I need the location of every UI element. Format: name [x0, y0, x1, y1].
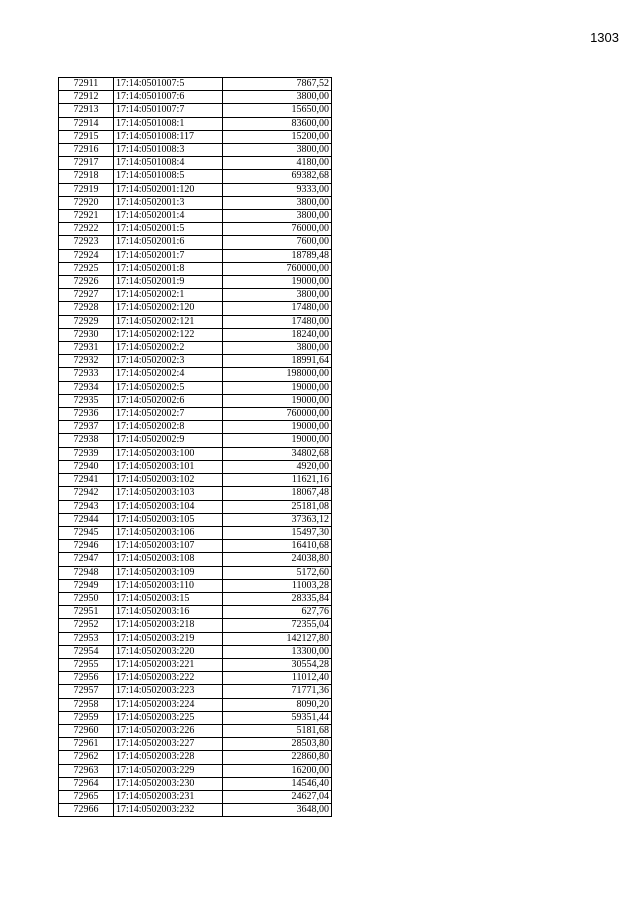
- cadastral-number-cell: 17:14:0501008:3: [114, 144, 223, 157]
- row-number-cell: 72947: [59, 553, 114, 566]
- row-number-cell: 72945: [59, 526, 114, 539]
- table-row: [59, 355, 332, 368]
- value-cell: 15200,00: [223, 130, 332, 143]
- value-cell: 13300,00: [223, 645, 332, 658]
- table-row: [59, 751, 332, 764]
- cadastral-number-cell: 17:14:0502003:16: [114, 606, 223, 619]
- value-cell: 760000,00: [223, 262, 332, 275]
- table-row: [59, 262, 332, 275]
- table-row: [59, 566, 332, 579]
- row-number-cell: 72927: [59, 289, 114, 302]
- table-row: [59, 500, 332, 513]
- value-cell: 19000,00: [223, 276, 332, 289]
- value-cell: 11003,28: [223, 579, 332, 592]
- table-row: [59, 289, 332, 302]
- cadastral-number-cell: 17:14:0501008:117: [114, 130, 223, 143]
- value-cell: 15650,00: [223, 104, 332, 117]
- value-cell: 3800,00: [223, 210, 332, 223]
- cadastral-number-cell: 17:14:0501007:5: [114, 78, 223, 91]
- row-number-cell: 72960: [59, 724, 114, 737]
- table-row: [59, 460, 332, 473]
- table-row: [59, 276, 332, 289]
- value-cell: 83600,00: [223, 117, 332, 130]
- row-number-cell: 72934: [59, 381, 114, 394]
- table-row: [59, 606, 332, 619]
- table-row: [59, 328, 332, 341]
- value-cell: 7600,00: [223, 236, 332, 249]
- table-row: [59, 579, 332, 592]
- row-number-cell: 72911: [59, 78, 114, 91]
- row-number-cell: 72926: [59, 276, 114, 289]
- table-row: [59, 474, 332, 487]
- row-number-cell: 72959: [59, 711, 114, 724]
- page-number: 1303: [590, 30, 619, 45]
- cadastral-number-cell: 17:14:0502002:6: [114, 394, 223, 407]
- row-number-cell: 72916: [59, 144, 114, 157]
- cadastral-number-cell: 17:14:0502003:227: [114, 738, 223, 751]
- row-number-cell: 72930: [59, 328, 114, 341]
- cadastral-number-cell: 17:14:0502003:221: [114, 658, 223, 671]
- value-cell: 24627,04: [223, 790, 332, 803]
- table-row: [59, 104, 332, 117]
- row-number-cell: 72919: [59, 183, 114, 196]
- table-row: [59, 672, 332, 685]
- value-cell: 22860,80: [223, 751, 332, 764]
- value-cell: 3800,00: [223, 342, 332, 355]
- value-cell: 15497,30: [223, 526, 332, 539]
- value-cell: 8090,20: [223, 698, 332, 711]
- cadastral-number-cell: 17:14:0502002:4: [114, 368, 223, 381]
- cadastral-number-cell: 17:14:0502002:2: [114, 342, 223, 355]
- value-cell: 19000,00: [223, 434, 332, 447]
- cadastral-number-cell: 17:14:0502003:226: [114, 724, 223, 737]
- cadastral-number-cell: 17:14:0502003:102: [114, 474, 223, 487]
- table-row: [59, 144, 332, 157]
- value-cell: 76000,00: [223, 223, 332, 236]
- row-number-cell: 72952: [59, 619, 114, 632]
- cadastral-number-cell: 17:14:0502003:218: [114, 619, 223, 632]
- value-cell: 19000,00: [223, 381, 332, 394]
- value-cell: 18789,48: [223, 249, 332, 262]
- table-row: [59, 804, 332, 817]
- cadastral-number-cell: 17:14:0502003:228: [114, 751, 223, 764]
- cadastral-number-cell: 17:14:0502003:101: [114, 460, 223, 473]
- table-row: [59, 764, 332, 777]
- table-row: [59, 421, 332, 434]
- table-row: [59, 513, 332, 526]
- table-row: [59, 117, 332, 130]
- row-number-cell: 72931: [59, 342, 114, 355]
- cadastral-number-cell: 17:14:0502003:230: [114, 777, 223, 790]
- table-row: [59, 210, 332, 223]
- cadastral-number-cell: 17:14:0502002:122: [114, 328, 223, 341]
- value-cell: 17480,00: [223, 302, 332, 315]
- table-row: [59, 487, 332, 500]
- value-cell: 69382,68: [223, 170, 332, 183]
- cadastral-number-cell: 17:14:0502001:4: [114, 210, 223, 223]
- value-cell: 34802,68: [223, 447, 332, 460]
- value-cell: 28335,84: [223, 592, 332, 605]
- row-number-cell: 72951: [59, 606, 114, 619]
- cadastral-number-cell: 17:14:0502003:110: [114, 579, 223, 592]
- cadastral-number-cell: 17:14:0502003:232: [114, 804, 223, 817]
- cadastral-number-cell: 17:14:0502002:8: [114, 421, 223, 434]
- row-number-cell: 72949: [59, 579, 114, 592]
- value-cell: 9333,00: [223, 183, 332, 196]
- row-number-cell: 72912: [59, 91, 114, 104]
- cadastral-number-cell: 17:14:0502003:105: [114, 513, 223, 526]
- table-row: [59, 711, 332, 724]
- row-number-cell: 72933: [59, 368, 114, 381]
- cadastral-number-cell: 17:14:0502002:5: [114, 381, 223, 394]
- cadastral-number-cell: 17:14:0502002:3: [114, 355, 223, 368]
- value-cell: 3648,00: [223, 804, 332, 817]
- table-row: [59, 645, 332, 658]
- value-cell: 627,76: [223, 606, 332, 619]
- cadastral-number-cell: 17:14:0502003:108: [114, 553, 223, 566]
- table-row: [59, 724, 332, 737]
- cadastral-number-cell: 17:14:0502001:6: [114, 236, 223, 249]
- table-row: [59, 698, 332, 711]
- row-number-cell: 72958: [59, 698, 114, 711]
- value-cell: 3800,00: [223, 196, 332, 209]
- value-cell: 71771,36: [223, 685, 332, 698]
- cadastral-number-cell: 17:14:0502003:100: [114, 447, 223, 460]
- table-row: [59, 381, 332, 394]
- value-cell: 14546,40: [223, 777, 332, 790]
- row-number-cell: 72940: [59, 460, 114, 473]
- table-row: [59, 738, 332, 751]
- row-number-cell: 72939: [59, 447, 114, 460]
- value-cell: 24038,80: [223, 553, 332, 566]
- table-row: [59, 434, 332, 447]
- value-cell: 16200,00: [223, 764, 332, 777]
- table-row: [59, 592, 332, 605]
- table-row: [59, 619, 332, 632]
- value-cell: 19000,00: [223, 421, 332, 434]
- row-number-cell: 72965: [59, 790, 114, 803]
- cadastral-number-cell: 17:14:0502001:9: [114, 276, 223, 289]
- row-number-cell: 72913: [59, 104, 114, 117]
- value-cell: 19000,00: [223, 394, 332, 407]
- value-cell: 4920,00: [223, 460, 332, 473]
- value-cell: 5172,60: [223, 566, 332, 579]
- value-cell: 4180,00: [223, 157, 332, 170]
- value-cell: 3800,00: [223, 144, 332, 157]
- row-number-cell: 72928: [59, 302, 114, 315]
- cadastral-number-cell: 17:14:0502003:229: [114, 764, 223, 777]
- table-row: [59, 540, 332, 553]
- cadastral-number-cell: 17:14:0502003:103: [114, 487, 223, 500]
- value-cell: 28503,80: [223, 738, 332, 751]
- table-row: [59, 196, 332, 209]
- cadastral-number-cell: 17:14:0502002:9: [114, 434, 223, 447]
- row-number-cell: 72925: [59, 262, 114, 275]
- table-row: [59, 394, 332, 407]
- cadastral-number-cell: 17:14:0502003:224: [114, 698, 223, 711]
- cadastral-number-cell: 17:14:0502003:219: [114, 632, 223, 645]
- cadastral-number-cell: 17:14:0502003:109: [114, 566, 223, 579]
- value-cell: 3800,00: [223, 289, 332, 302]
- cadastral-number-cell: 17:14:0502003:104: [114, 500, 223, 513]
- table-row: [59, 368, 332, 381]
- value-cell: 7867,52: [223, 78, 332, 91]
- table-row: [59, 790, 332, 803]
- value-cell: 16410,68: [223, 540, 332, 553]
- row-number-cell: 72956: [59, 672, 114, 685]
- cadastral-number-cell: 17:14:0502002:120: [114, 302, 223, 315]
- row-number-cell: 72964: [59, 777, 114, 790]
- row-number-cell: 72917: [59, 157, 114, 170]
- value-cell: 142127,80: [223, 632, 332, 645]
- row-number-cell: 72943: [59, 500, 114, 513]
- table-row: [59, 408, 332, 421]
- cadastral-number-cell: 17:14:0502003:223: [114, 685, 223, 698]
- cadastral-number-cell: 17:14:0502001:3: [114, 196, 223, 209]
- table-row: [59, 685, 332, 698]
- value-cell: 30554,28: [223, 658, 332, 671]
- row-number-cell: 72915: [59, 130, 114, 143]
- row-number-cell: 72950: [59, 592, 114, 605]
- table-row: [59, 447, 332, 460]
- table-row: [59, 658, 332, 671]
- row-number-cell: 72935: [59, 394, 114, 407]
- row-number-cell: 72946: [59, 540, 114, 553]
- row-number-cell: 72923: [59, 236, 114, 249]
- row-number-cell: 72937: [59, 421, 114, 434]
- value-cell: 17480,00: [223, 315, 332, 328]
- cadastral-number-cell: 17:14:0502002:1: [114, 289, 223, 302]
- value-cell: 760000,00: [223, 408, 332, 421]
- table-row: [59, 249, 332, 262]
- cadastral-number-cell: 17:14:0501008:1: [114, 117, 223, 130]
- value-cell: 18240,00: [223, 328, 332, 341]
- cadastral-number-cell: 17:14:0502002:7: [114, 408, 223, 421]
- cadastral-number-cell: 17:14:0502001:8: [114, 262, 223, 275]
- table-body: [59, 78, 332, 817]
- cadastral-number-cell: 17:14:0502001:7: [114, 249, 223, 262]
- row-number-cell: 72920: [59, 196, 114, 209]
- table-row: [59, 632, 332, 645]
- value-cell: 72355,04: [223, 619, 332, 632]
- row-number-cell: 72961: [59, 738, 114, 751]
- value-cell: 11621,16: [223, 474, 332, 487]
- cadastral-number-cell: 17:14:0501007:6: [114, 91, 223, 104]
- value-cell: 37363,12: [223, 513, 332, 526]
- table-row: [59, 170, 332, 183]
- row-number-cell: 72936: [59, 408, 114, 421]
- cadastral-number-cell: 17:14:0501008:5: [114, 170, 223, 183]
- table-row: [59, 315, 332, 328]
- value-cell: 198000,00: [223, 368, 332, 381]
- row-number-cell: 72962: [59, 751, 114, 764]
- table-row: [59, 183, 332, 196]
- table-row: [59, 157, 332, 170]
- table-row: [59, 223, 332, 236]
- cadastral-number-cell: 17:14:0502003:222: [114, 672, 223, 685]
- value-cell: 59351,44: [223, 711, 332, 724]
- value-cell: 25181,08: [223, 500, 332, 513]
- cadastral-number-cell: 17:14:0501008:4: [114, 157, 223, 170]
- cadastral-number-cell: 17:14:0502002:121: [114, 315, 223, 328]
- row-number-cell: 72924: [59, 249, 114, 262]
- cadastral-number-cell: 17:14:0502001:120: [114, 183, 223, 196]
- value-cell: 5181,68: [223, 724, 332, 737]
- row-number-cell: 72941: [59, 474, 114, 487]
- row-number-cell: 72942: [59, 487, 114, 500]
- value-cell: 11012,40: [223, 672, 332, 685]
- table-row: [59, 78, 332, 91]
- value-cell: 18067,48: [223, 487, 332, 500]
- row-number-cell: 72953: [59, 632, 114, 645]
- cadastral-number-cell: 17:14:0501007:7: [114, 104, 223, 117]
- row-number-cell: 72948: [59, 566, 114, 579]
- table-row: [59, 342, 332, 355]
- row-number-cell: 72954: [59, 645, 114, 658]
- row-number-cell: 72918: [59, 170, 114, 183]
- row-number-cell: 72921: [59, 210, 114, 223]
- table-row: [59, 91, 332, 104]
- cadastral-number-cell: 17:14:0502003:106: [114, 526, 223, 539]
- table-row: [59, 553, 332, 566]
- cadastral-number-cell: 17:14:0502003:225: [114, 711, 223, 724]
- row-number-cell: 72914: [59, 117, 114, 130]
- table-row: [59, 526, 332, 539]
- cadastral-number-cell: 17:14:0502003:107: [114, 540, 223, 553]
- row-number-cell: 72944: [59, 513, 114, 526]
- cadastral-number-cell: 17:14:0502003:15: [114, 592, 223, 605]
- cadastral-value-table: [58, 77, 332, 817]
- cadastral-number-cell: 17:14:0502001:5: [114, 223, 223, 236]
- table-row: [59, 777, 332, 790]
- table-row: [59, 236, 332, 249]
- row-number-cell: 72932: [59, 355, 114, 368]
- cadastral-number-cell: 17:14:0502003:231: [114, 790, 223, 803]
- table-row: [59, 130, 332, 143]
- row-number-cell: 72938: [59, 434, 114, 447]
- row-number-cell: 72955: [59, 658, 114, 671]
- row-number-cell: 72957: [59, 685, 114, 698]
- row-number-cell: 72922: [59, 223, 114, 236]
- value-cell: 18991,64: [223, 355, 332, 368]
- cadastral-number-cell: 17:14:0502003:220: [114, 645, 223, 658]
- value-cell: 3800,00: [223, 91, 332, 104]
- row-number-cell: 72963: [59, 764, 114, 777]
- row-number-cell: 72966: [59, 804, 114, 817]
- row-number-cell: 72929: [59, 315, 114, 328]
- table-row: [59, 302, 332, 315]
